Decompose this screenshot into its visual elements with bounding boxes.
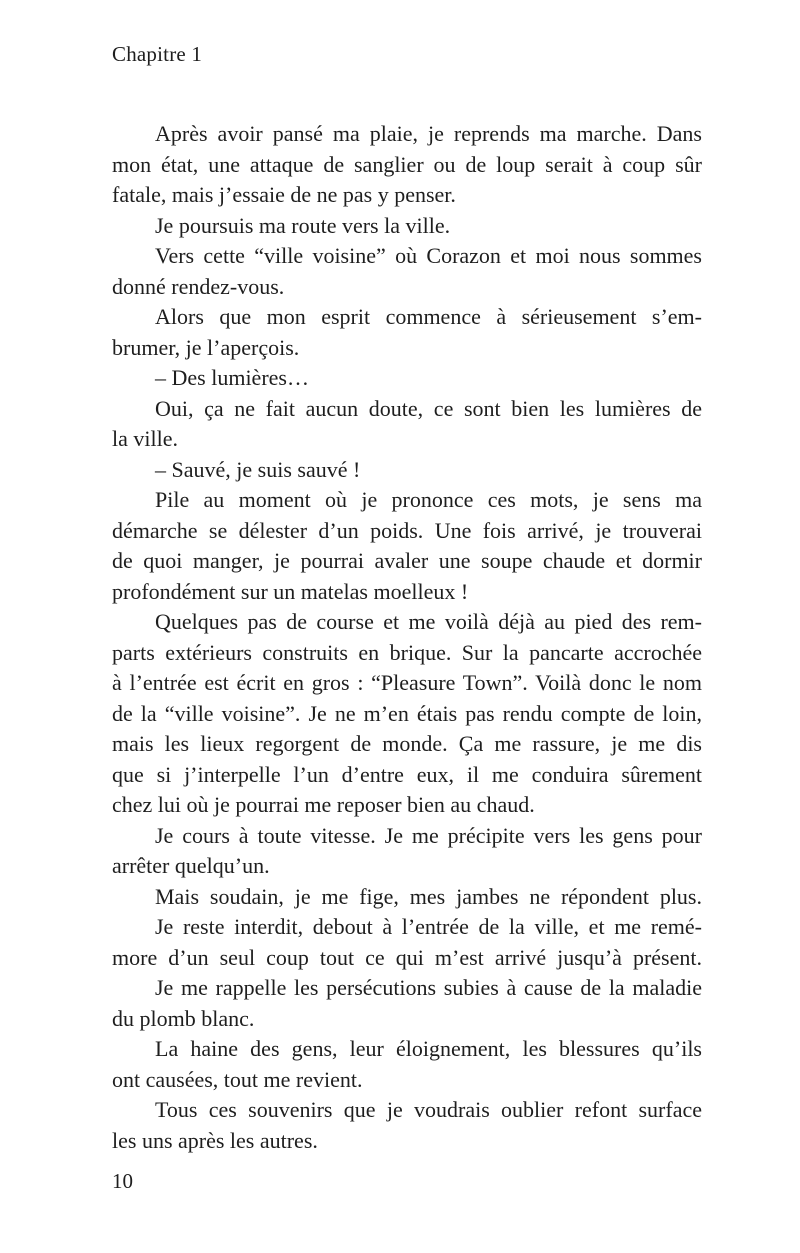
text-line: profondément sur un matelas moelleux ! bbox=[112, 578, 469, 604]
text-line: Vers cette “ville voisine” où Corazon et moi nous sommes bbox=[155, 243, 702, 268]
text-line: du plomb blanc. bbox=[112, 1005, 255, 1031]
text-line: ont causées, tout me revient. bbox=[112, 1066, 363, 1092]
text-line: les uns après les autres. bbox=[112, 1127, 318, 1153]
text-line: – Sauvé, je suis sauvé ! bbox=[155, 456, 361, 482]
text-line: mais les lieux regorgent de monde. Ça me rassure, je me dis bbox=[112, 731, 702, 756]
text-line: Tous ces souvenirs que je voudrais oublier refont surface bbox=[155, 1097, 702, 1122]
text-line: fatale, mais j’essaie de ne pas y penser. bbox=[112, 182, 456, 207]
body-text bbox=[112, 119, 702, 1156]
text-line: Je reste interdit, debout à l’entrée de la ville, et me remé- bbox=[155, 914, 702, 939]
text-line: donné rendez-vous. bbox=[112, 273, 285, 299]
text-line: Je cours à toute vitesse. Je me précipite vers les gens pour bbox=[155, 822, 702, 848]
text-line: de la “ville voisine”. Je ne m’en étais pas rendu compte de loin, bbox=[112, 700, 702, 726]
text-line: arrêter quelqu’un. bbox=[112, 853, 270, 878]
text-line: à l’entrée est écrit en gros : “Pleasure Town”. Voilà donc le nom bbox=[112, 670, 702, 695]
text-line: Oui, ça ne fait aucun doute, ce sont bien les lumières de bbox=[155, 395, 702, 421]
text-line: que si j’interpelle l’un d’entre eux, il me conduira sûrement bbox=[112, 761, 702, 787]
text-line: Je me rappelle les persécutions subies à cause de la maladie bbox=[155, 975, 702, 1000]
text-line: Alors que mon esprit commence à sérieusement s’em- bbox=[155, 304, 702, 329]
text-line: brumer, je l’aperçois. bbox=[112, 334, 300, 360]
text-line: démarche se délester d’un poids. Une fois arrivé, je trouverai bbox=[112, 517, 702, 543]
text-line: La haine des gens, leur éloignement, les blessures qu’ils bbox=[155, 1036, 702, 1061]
text-line: Mais soudain, je me fige, mes jambes ne répondent plus. bbox=[155, 883, 702, 909]
page-number: 10 bbox=[112, 1169, 133, 1193]
text-line: chez lui où je pourrai me reposer bien au chaud. bbox=[112, 792, 535, 817]
text-line: Quelques pas de course et me voilà déjà au pied des rem- bbox=[155, 609, 702, 634]
text-line: Je poursuis ma route vers la ville. bbox=[155, 212, 451, 238]
text-line: parts extérieurs construits en brique. Sur la pancarte accrochée bbox=[112, 639, 702, 665]
text-line: Pile au moment où je prononce ces mots, je sens ma bbox=[155, 487, 702, 512]
text-line: la ville. bbox=[112, 426, 178, 451]
text-line: – Des lumières… bbox=[155, 365, 309, 390]
text-line: mon état, une attaque de sanglier ou de loup serait à coup sûr bbox=[112, 151, 702, 177]
text-line: more d’un seul coup tout ce qui m’est arrivé jusqu’à présent. bbox=[112, 944, 702, 970]
running-head: Chapitre 1 bbox=[112, 42, 203, 66]
text-line: Après avoir pansé ma plaie, je reprends ma marche. Dans bbox=[155, 121, 702, 146]
text-line: de quoi manger, je pourrai avaler une soupe chaude et dormir bbox=[112, 548, 702, 573]
